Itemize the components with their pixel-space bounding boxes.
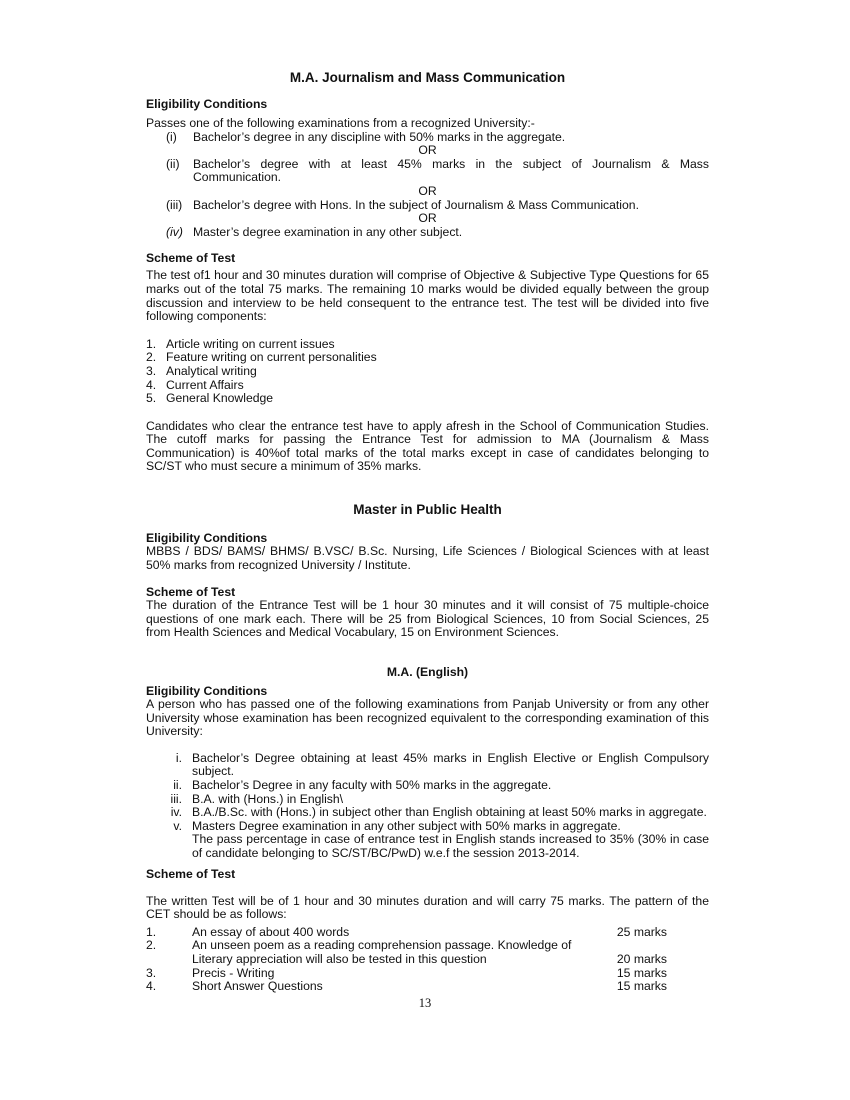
- pass-note: The pass percentage in case of entrance test in English stands increased to 35% (30% in case of candidate belonging to SC/ST/BC/PwD) w.e.f the session 2013-2014.: [192, 832, 709, 860]
- scheme-heading: Scheme of Test: [146, 866, 236, 881]
- section-title-journalism: M.A. Journalism and Mass Communication: [289, 70, 566, 85]
- list-item: 2. Feature writing on current personalities: [146, 350, 377, 365]
- or-separator: OR: [418, 211, 437, 226]
- table-row: 4. Short Answer Questions 15 marks: [146, 979, 667, 994]
- option-row: [146, 131, 709, 145]
- closing-paragraph: Candidates who clear the entrance test have to apply afresh in the School of Communication Studies. The cutoff marks for passing the Entrance Test for admission to MA (Journalism & Mass Communication) is 40%of total marks of the total marks except in case of candidates belonging to SC/ST who must secure a minimum of 35% marks.: [146, 418, 709, 474]
- list-item: 1. Article writing on current issues: [146, 336, 335, 351]
- scheme-heading: Scheme of Test: [146, 585, 236, 600]
- eligibility-heading: Eligibility Conditions: [146, 97, 268, 111]
- eligibility-text: MBBS / BDS/ BAMS/ BHMS/ B.VSC/ B.Sc. Nursing, Life Sciences / Biological Sciences with at least 50% marks from recognized University / Institute.: [146, 544, 709, 572]
- list-item: v. Masters Degree examination in any other subject with 50% marks in aggregate.: [173, 818, 621, 833]
- scheme-text: The test of1 hour and 30 minutes duration will comprise of Objective & Subjective Type Questions for 65 marks out of the total 75 marks. The remaining 10 marks would be divided equally between the group discussion and interview to be held consequent to the entrance test. The test will be divided into five following components:: [146, 268, 709, 324]
- section-title-public-health: Master in Public Health: [353, 502, 502, 518]
- or-separator: OR: [418, 183, 437, 198]
- option-row: [146, 158, 709, 185]
- page-number: 13: [418, 996, 432, 1010]
- pattern-table: [146, 926, 709, 994]
- option-number: (i): [166, 129, 177, 144]
- option-number: (iii): [166, 197, 183, 212]
- eligibility-intro: A person who has passed one of the following examinations from Panjab University or from any other University whose examination has been recognized equivalent to the corresponding examination of this University:: [146, 697, 709, 739]
- option-text: Bachelor’s degree with at least 45% marks in the subject of Journalism & Mass Communication.: [193, 156, 709, 185]
- list-item: iii. B.A. with (Hons.) in English\: [170, 791, 344, 806]
- list-item: 3. Analytical writing: [146, 363, 257, 378]
- scheme-heading: Scheme of Test: [146, 251, 236, 266]
- document-page: [146, 70, 709, 994]
- eligibility-intro: Passes one of the following examinations from a recognized University:-: [146, 116, 535, 130]
- option-text: Master’s degree examination in any other subject.: [193, 224, 463, 239]
- eligibility-heading: Eligibility Conditions: [146, 531, 268, 546]
- table-row: 1. An essay of about 400 words 25 marks: [146, 924, 667, 939]
- option-number: (ii): [166, 156, 180, 171]
- components-list: [146, 338, 709, 406]
- scheme-text: The written Test will be of 1 hour and 30 minutes duration and will carry 75 marks. The pattern of the CET should be as follows:: [146, 893, 709, 922]
- option-number: (iv): [166, 224, 183, 239]
- scheme-text: The duration of the Entrance Test will be 1 hour 30 minutes and it will consist of 75 multiple-choice questions of one mark each. There will be 25 from Biological Sciences, 10 from Social Sciences, 25 from Health Sciences and Medical Vocabulary, 15 on Environment Sciences.: [146, 598, 709, 640]
- option-text: Bachelor’s degree with Hons. In the subject of Journalism & Mass Communication.: [193, 197, 639, 212]
- english-options-list: [146, 752, 709, 861]
- eligibility-heading: Eligibility Conditions: [146, 684, 268, 699]
- or-separator: OR: [418, 143, 437, 158]
- list-item: iv. B.A./B.Sc. with (Hons.) in subject other than English obtaining at least 50% marks in aggregate.: [170, 805, 707, 820]
- option-row: [146, 199, 709, 213]
- table-row: 3. Precis - Writing 15 marks: [146, 965, 667, 980]
- list-item: 5. General Knowledge: [146, 391, 274, 406]
- option-row: [146, 226, 709, 240]
- table-row: 2. An unseen poem as a reading comprehension passage. Knowledge of: [146, 938, 572, 953]
- list-item: i. Bachelor’s Degree obtaining at least 45% marks in English Elective or English Compulsory subject.: [175, 750, 709, 779]
- table-row: Literary appreciation will also be tested in this question 20 marks: [192, 951, 667, 966]
- list-item: ii. Bachelor’s Degree in any faculty with 50% marks in the aggregate.: [173, 778, 552, 792]
- list-item: 4. Current Affairs: [146, 377, 244, 392]
- option-text: Bachelor’s degree in any discipline with 50% marks in the aggregate.: [193, 129, 566, 144]
- section-title-english: M.A. (English): [386, 665, 469, 680]
